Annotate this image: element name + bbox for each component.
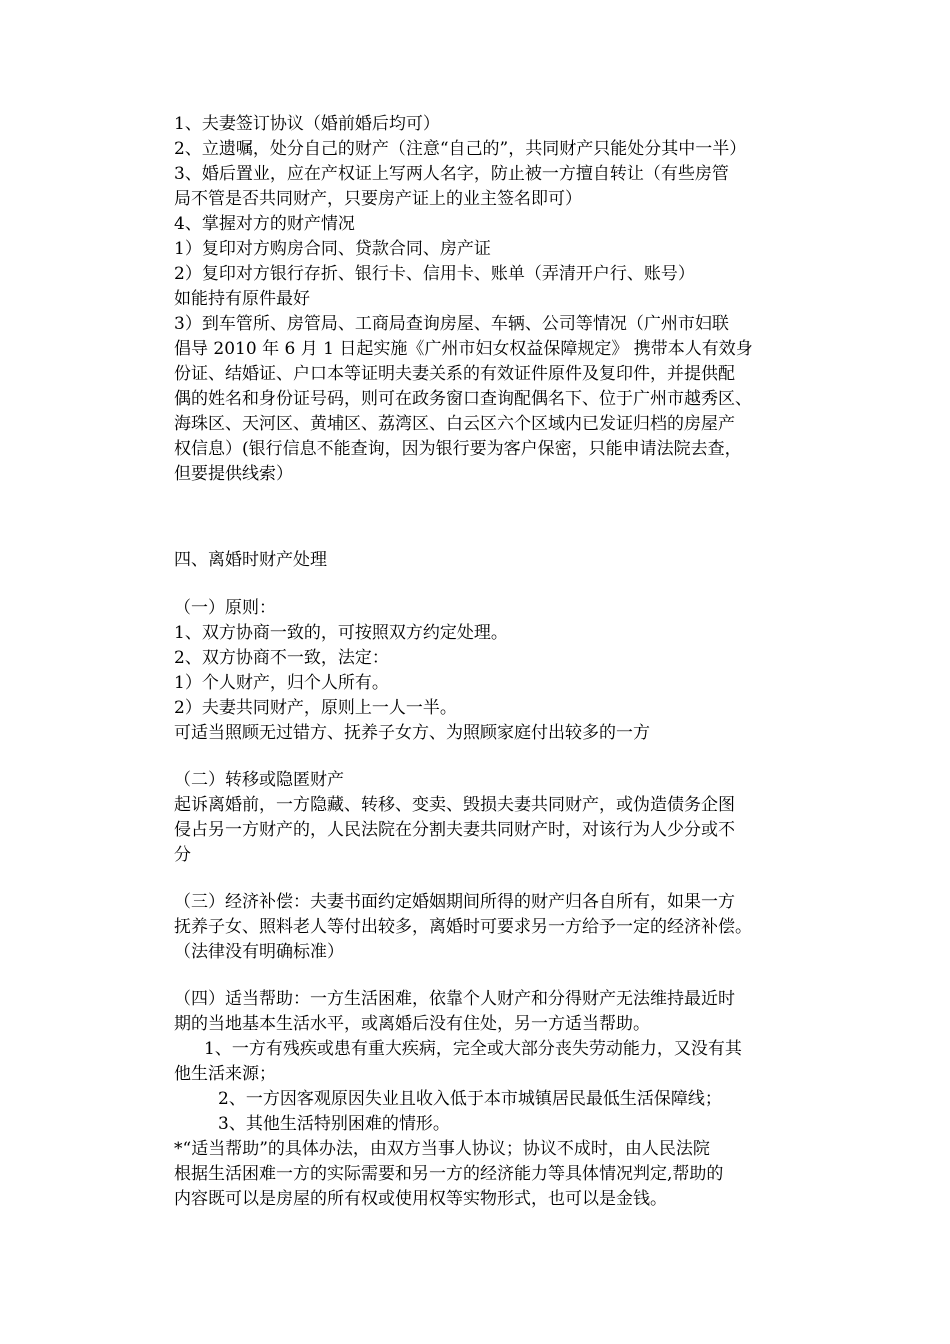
text-line: 局不管是否共同财产，只要房产证上的业主签名即可） [174,189,582,209]
text-line: 抚养子女、照料老人等付出较多，离婚时可要求另一方给予一定的经济补偿。 [174,917,752,937]
sub-list-item: 1）复印对方购房合同、贷款合同、房产证 [174,239,491,259]
paragraph [174,312,810,487]
text-line: 他生活来源； [174,1064,276,1084]
text-line: 起诉离婚前，一方隐藏、转移、变卖、毁损夫妻共同财产，或伪造债务企图 [174,795,735,815]
list-item: 2、双方协商不一致，法定： [174,648,389,668]
list-item [174,1037,810,1087]
text-line: 分 [174,845,191,865]
subsection-title: （二）转移或隐匿财产 [174,770,344,790]
note: 可适当照顾无过错方、抚养子女方、为照顾家庭付出较多的一方 [174,723,650,743]
list-item: 1、夫妻签订协议（婚前婚后均可） [174,114,440,134]
text-line: 1、一方有残疾或患有重大疾病，完全或大部分丧失劳动能力，又没有其 [204,1039,742,1059]
text-line: 根据生活困难一方的实际需要和另一方的经济能力等具体情况判定,帮助的 [174,1164,724,1184]
text-line: 3、婚后置业，应在产权证上写两人名字，防止被一方擅自转让（有些房管 [174,164,729,184]
sub-list-item: 2）夫妻共同财产，原则上一人一半。 [174,698,457,718]
list-item: 3、其他生活特别困难的情形。 [218,1114,450,1134]
text-line: *“适当帮助”的具体办法，由双方当事人协议；协议不成时，由人民法院 [174,1139,710,1159]
text-line: 海珠区、天河区、黄埔区、荔湾区、白云区六个区域内已发证归档的房屋产 [174,414,735,434]
list-item: 2、一方因客观原因失业且收入低于本市城镇居民最低生活保障线； [218,1089,722,1109]
list-item: 4、掌握对方的财产情况 [174,214,355,234]
text-line: 倡导 2010 年 6 月 1 日起实施《广州市妇女权益保障规定》 携带本人有效身 [174,339,753,359]
text-line: （三）经济补偿：夫妻书面约定婚姻期间所得的财产归各自所有，如果一方 [174,892,735,912]
text-line: 份证、结婚证、户口本等证明夫妻关系的有效证件原件及复印件，并提供配 [174,364,735,384]
note [174,1137,810,1212]
list-item: 1、双方协商一致的，可按照双方约定处理。 [174,623,508,643]
text-line: 偶的姓名和身份证号码，则可在政务窗口查询配偶名下、位于广州市越秀区、 [174,389,752,409]
paragraph [174,890,810,965]
document-body [174,112,810,1212]
text-line: 期的当地基本生活水平，或离婚后没有住处，另一方适当帮助。 [174,1014,650,1034]
text-line: （四）适当帮助：一方生活困难，依靠个人财产和分得财产无法维持最近时 [174,989,735,1009]
text-line: 侵占另一方财产的，人民法院在分割夫妻共同财产时，对该行为人少分或不 [174,820,735,840]
paragraph [174,987,810,1037]
section-title: 四、离婚时财产处理 [174,550,327,570]
text-line: 权信息）(银行信息不能查询，因为银行要为客户保密，只能申请法院去查， [174,439,742,459]
subsection-title: （一）原则： [174,598,276,618]
sub-list-item: 1）个人财产，归个人所有。 [174,673,389,693]
sub-list-item: 2）复印对方银行存折、银行卡、信用卡、账单（弄清开户行、账号） [174,264,695,284]
text-line: 内容既可以是房屋的所有权或使用权等实物形式，也可以是金钱。 [174,1189,667,1209]
paragraph [174,793,810,868]
paragraph [174,162,810,212]
text-line: 但要提供线索） [174,464,293,484]
note: 如能持有原件最好 [174,289,310,309]
list-item: 2、立遗嘱，处分自己的财产（注意“自己的”，共同财产只能处分其中一半） [174,139,747,159]
text-line: 3）到车管所、房管局、工商局查询房屋、车辆、公司等情况（广州市妇联 [174,314,729,334]
text-line: （法律没有明确标准） [174,942,344,962]
